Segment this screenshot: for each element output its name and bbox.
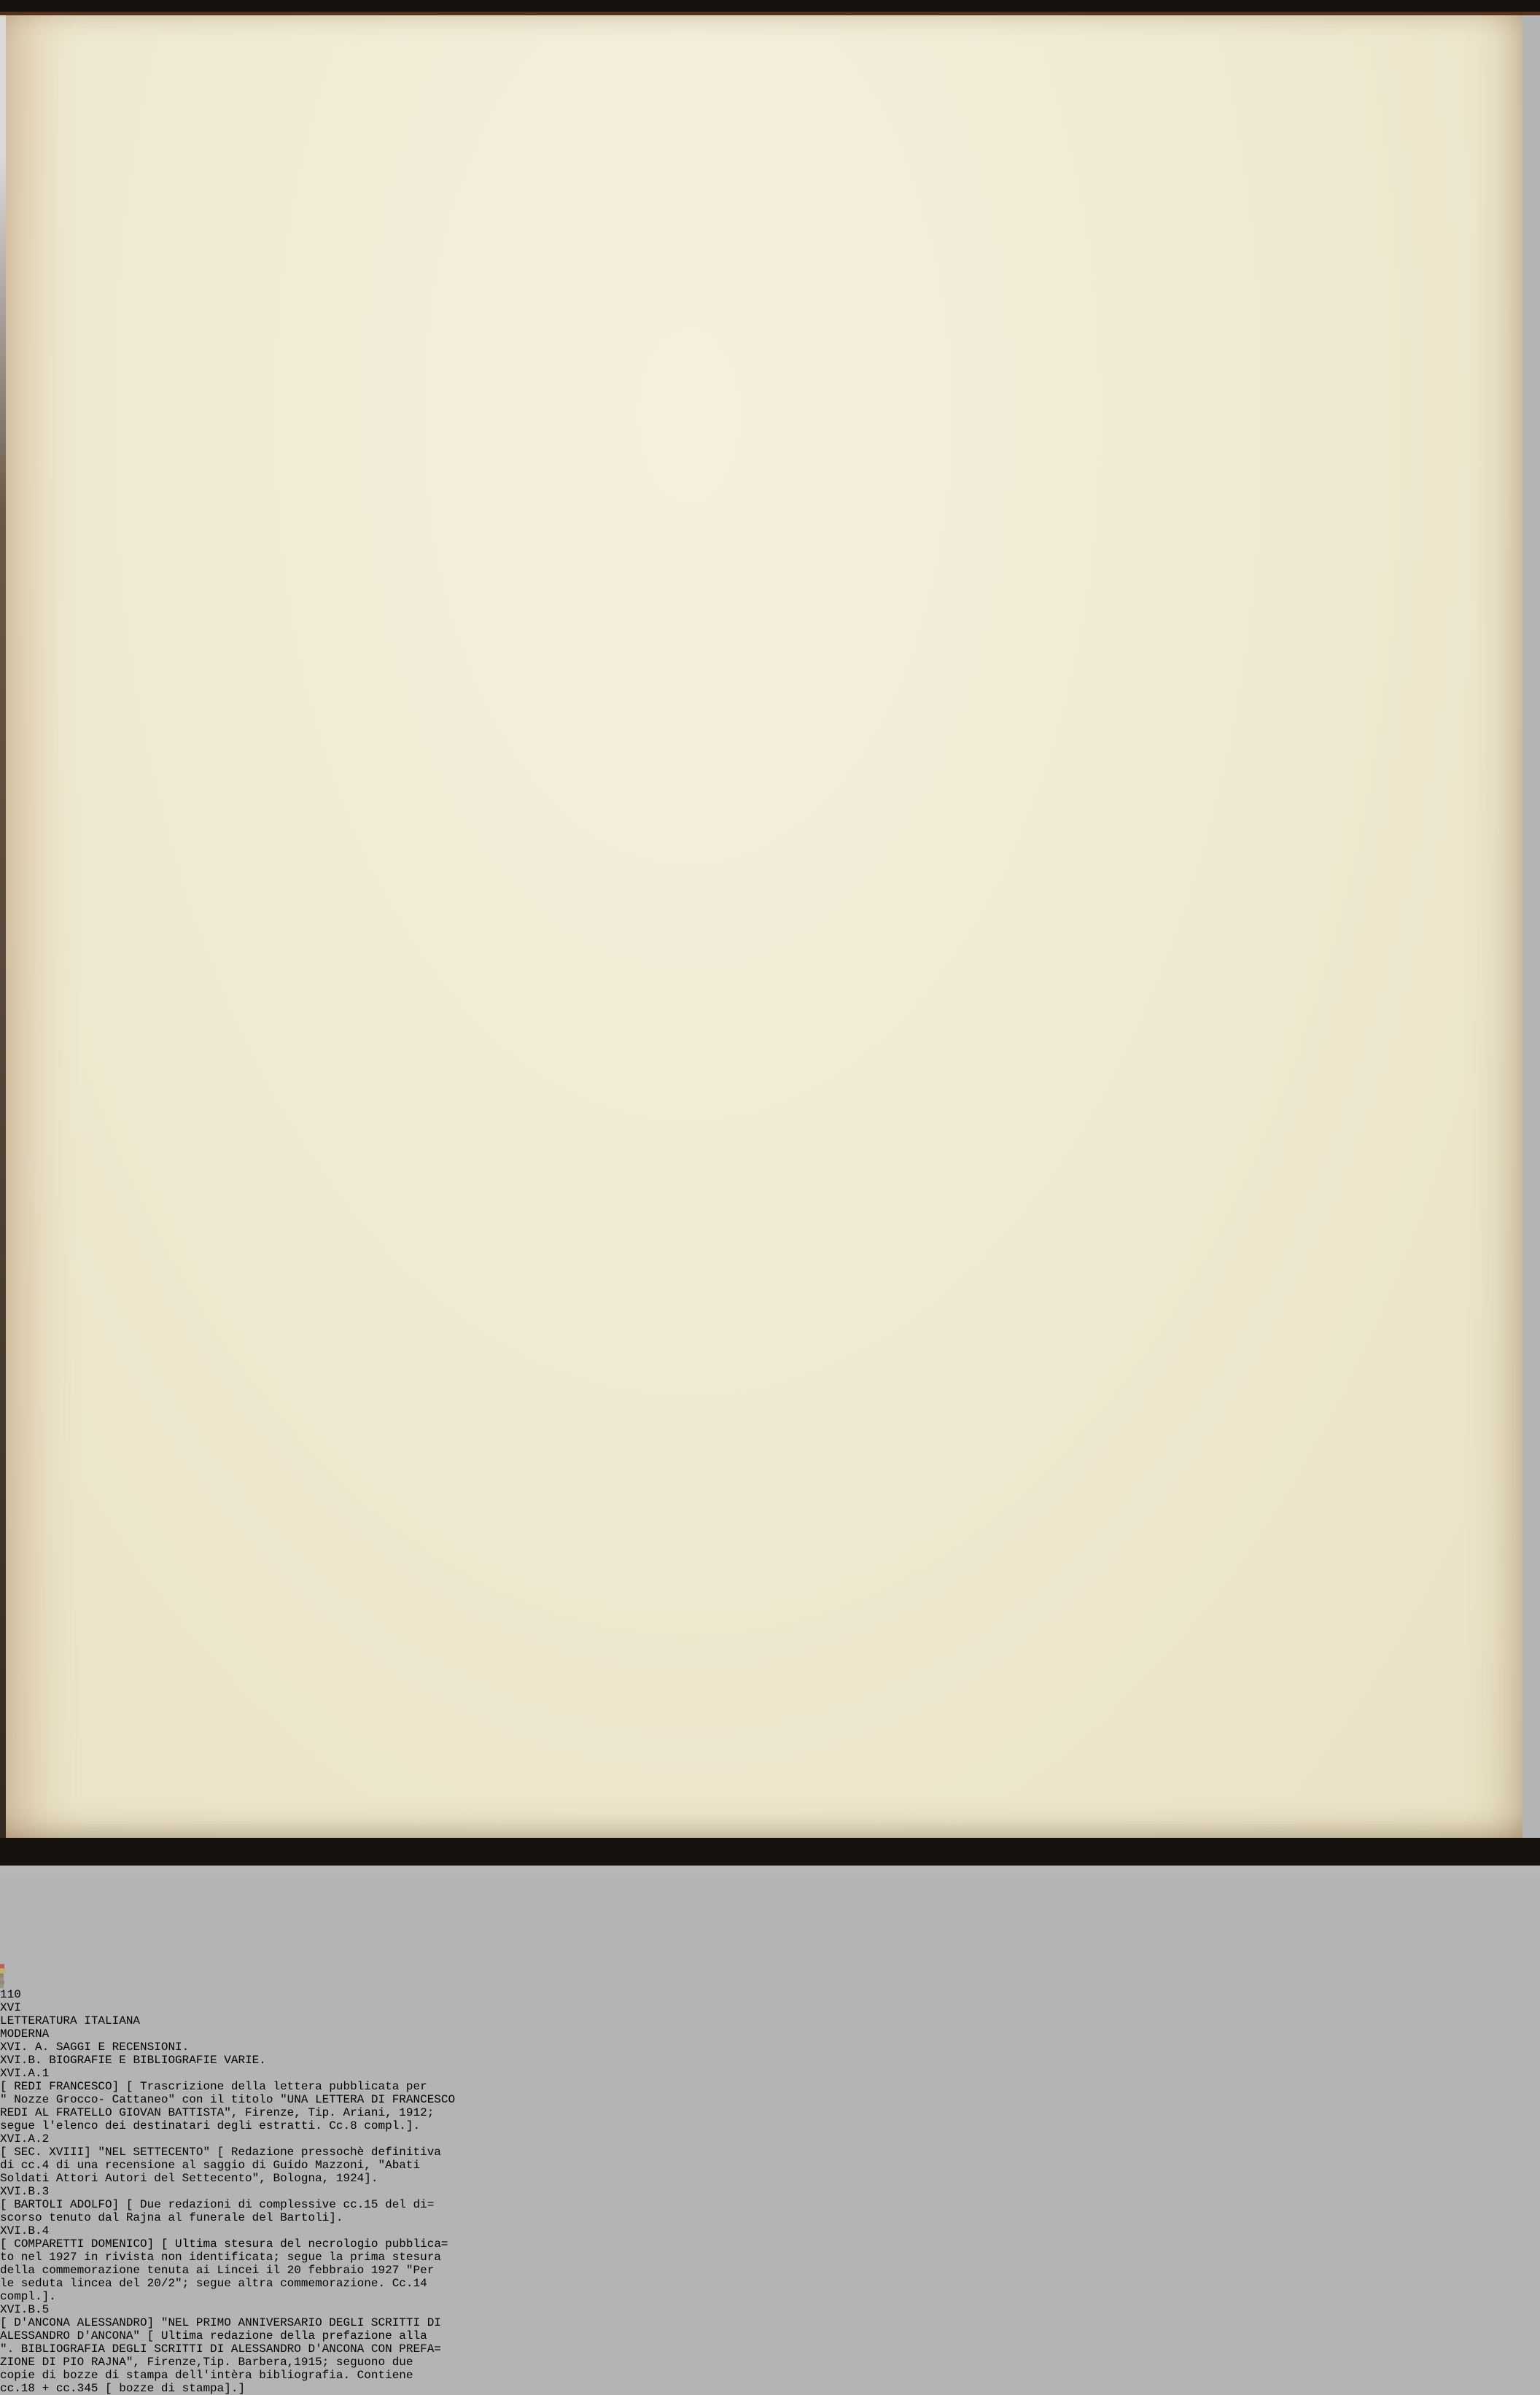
section-row — [0, 2041, 1540, 2054]
text-run: cc.18 + cc.345 [ bozze di stampa].] — [0, 2382, 246, 2395]
book-bottom-edge — [0, 1838, 1540, 1866]
entry-text — [0, 2146, 1540, 2185]
bleed-through-smudge — [0, 1893, 394, 1907]
entry-line — [0, 2093, 1540, 2106]
red-ribbon-text: "NEL PRIMO ANNIVERSARIO DEGLI SCRITTI DI — [160, 2316, 441, 2329]
text-run: DOMENICO] [ Ultima stesura del necrologio pubblica= — [84, 2237, 448, 2251]
document-title: LETTERATURA ITALIANA — [0, 2014, 141, 2027]
text-run: di cc.4 di una recensione al saggio di Guido Mazzoni, "Abati — [0, 2159, 421, 2172]
red-ribbon-text: ALESSANDRO D'ANCONA" — [0, 2329, 141, 2342]
text-run: REDI AL FRATELLO GIOVAN BATTISTA", Firenze, Tip. Ariani, 1912; — [0, 2106, 435, 2119]
scanner-background — [0, 1866, 1540, 1878]
entry-line — [0, 2382, 1540, 2395]
underlined-name: REDI — [14, 2080, 42, 2093]
entry-label: XVI.B.4 — [0, 2224, 50, 2237]
entry-line — [0, 2237, 1540, 2251]
entry-text — [0, 2198, 1540, 2224]
text-run: [ Ultima redazione della prefazione alla — [140, 2329, 427, 2342]
text-run: " Nozze Grocco- Cattaneo" con il titolo "UNA LETTERA DI FRANCESCO — [0, 2093, 456, 2106]
bleed-through-smudge — [0, 1882, 262, 1893]
section-label: XVI.B. — [0, 2054, 42, 2067]
text-run: compl.]. — [0, 2290, 56, 2303]
section-label: XVI. A. — [0, 2041, 50, 2054]
text-run: [ — [0, 2080, 15, 2093]
page-number: 110 — [0, 1988, 21, 2001]
entry-line — [0, 2146, 1540, 2159]
entry-line — [0, 2290, 1540, 2303]
text-run: [ — [0, 2237, 7, 2251]
entry-line — [0, 2264, 1540, 2277]
section-row — [0, 2054, 1540, 2067]
text-run: le seduta lincea del 20/2"; segue altra commemorazione. Cc.14 — [0, 2277, 427, 2290]
entry-line — [0, 2277, 1540, 2290]
book-top-edge — [0, 0, 1540, 19]
entry-label: XVI.A.2 — [0, 2132, 50, 2146]
entry-line — [0, 2172, 1540, 2185]
entry-line — [0, 2369, 1540, 2382]
bleed-through-smudge — [0, 1954, 219, 1964]
entry-list — [0, 2067, 1540, 2395]
text-run: ALESSANDRO] — [70, 2316, 161, 2329]
entry-text — [0, 2080, 1540, 2132]
entry-line — [0, 2080, 1540, 2093]
binding-gutter-edge — [6, 10, 20, 1868]
text-run: copie di bozze di stampa dell'intèra bibliografia. Contiene — [0, 2369, 413, 2382]
entry-line — [0, 2106, 1540, 2119]
entry-line — [0, 2198, 1540, 2211]
entry-text — [0, 2316, 1540, 2395]
entry-label: XVI.A.1 — [0, 2067, 50, 2080]
text-run: della commemorazione tenuta ai Lincei il 20 febbraio 1927 "Per — [0, 2264, 435, 2277]
underlined-name: COMPARETTI — [7, 2237, 85, 2251]
entry-row — [0, 2224, 1540, 2303]
scan-left-sliver — [0, 0, 6, 1878]
entry-text — [0, 2237, 1540, 2303]
text-run: scorso tenuto dal Rajna al funerale del Bartoli]. — [0, 2211, 343, 2224]
section-title: BIOGRAFIE E BIBLIOGRAFIE VARIE. — [49, 2054, 266, 2067]
red-ribbon-text: "NEL SETTECENTO" — [98, 2146, 211, 2159]
bleed-through-smudge — [0, 1920, 365, 1932]
chapter-heading: XVI — [0, 2001, 21, 2014]
entry-line — [0, 2211, 1540, 2224]
entry-line — [0, 2356, 1540, 2369]
entry-line — [0, 2159, 1540, 2172]
text-run: ZIONE DI PIO RAJNA", Firenze,Tip. Barbera,1915; seguono due — [0, 2356, 413, 2369]
entry-label: XVI.B.5 — [0, 2303, 50, 2316]
text-run: [ SEC. XVIII] — [0, 2146, 98, 2159]
underlined-name: D'ANCONA — [14, 2316, 71, 2329]
entry-line — [0, 2342, 1540, 2356]
text-run: segue l'elenco dei destinatari degli estratti. Cc.8 compl.]. — [0, 2119, 421, 2132]
paper-speck — [0, 1968, 5, 1973]
paper-sheet — [6, 13, 1522, 1839]
document-subtitle: MODERNA — [0, 2027, 50, 2041]
text-run: ". BIBLIOGRAFIA DEGLI SCRITTI DI ALESSANDRO D'ANCONA CON PREFA= — [0, 2342, 441, 2356]
entry-line — [0, 2316, 1540, 2329]
text-run: to nel 1927 in rivista non identificata; segue la prima stesura — [0, 2251, 441, 2264]
text-run: FRANCESCO] [ Trascrizione della lettera pubblicata per — [42, 2080, 427, 2093]
underlined-name: BARTOLI — [14, 2198, 63, 2211]
bleed-through-smudge — [0, 1932, 241, 1943]
entry-row — [0, 2303, 1540, 2395]
entry-label: XVI.B.3 — [0, 2185, 50, 2198]
entry-line — [0, 2251, 1540, 2264]
entry-line — [0, 2119, 1540, 2132]
text-run: [ — [0, 2316, 15, 2329]
text-run: [ Redazione pressochè definitiva — [210, 2146, 441, 2159]
text-run: Soldati Attori Autori del Settecento", Bologna, 1924]. — [0, 2172, 378, 2185]
text-run: [ — [0, 2198, 15, 2211]
text-run: ADOLFO] [ Due redazioni di complessive cc.15 del di= — [63, 2198, 435, 2211]
entry-row — [0, 2067, 1540, 2132]
bleed-through-smudge — [0, 1907, 314, 1920]
bleed-through-smudge — [0, 1943, 182, 1954]
entry-row — [0, 2185, 1540, 2224]
entry-line — [0, 2329, 1540, 2342]
section-title: SAGGI E RECENSIONI. — [55, 2041, 190, 2054]
entry-row — [0, 2132, 1540, 2185]
